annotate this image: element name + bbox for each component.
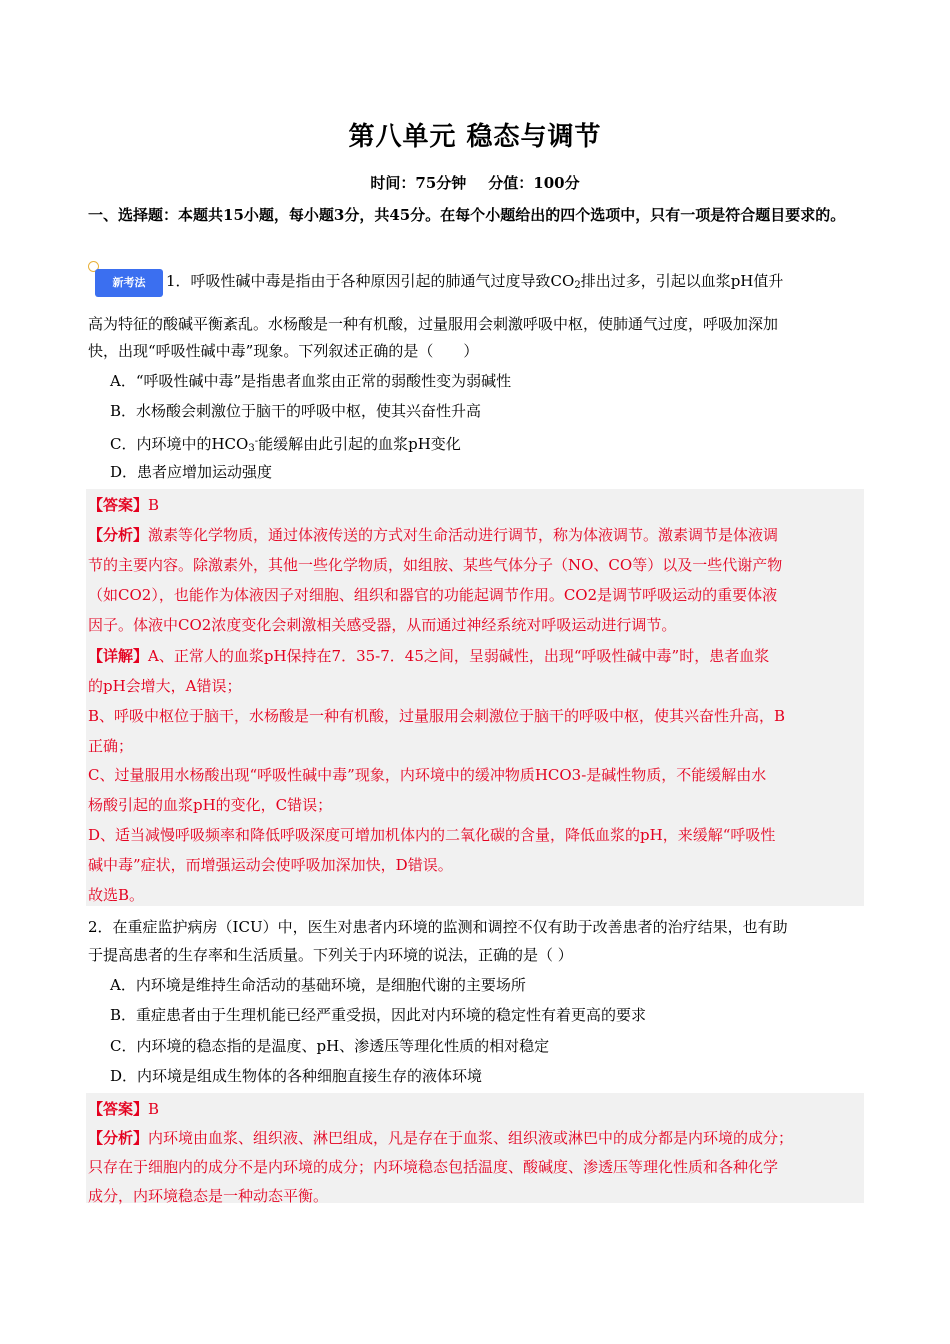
q2-analysis-line-3: 成分，内环境稳态是一种动态平衡。 <box>88 1187 329 1205</box>
q1-detail-line-6: 杨酸引起的血浆pH的变化，C错误； <box>88 796 333 814</box>
new-method-badge: 新考法 <box>95 269 163 297</box>
q1-detail-line-3: B、呼吸中枢位于脑干，水杨酸是一种有机酸，过量服用会刺激位于脑干的呼吸中枢，使其兴奋性升高，B <box>88 707 786 725</box>
q2-option-b: B．重症患者由于生理机能已经严重受损，因此对内环境的稳定性有着更高的要求 <box>110 1006 647 1024</box>
q1-detail-line-1: 【详解】A、正常人的血浆pH保持在7．35-7．45之间，呈弱碱性，出现“呼吸性碱中毒”时，患者血浆 <box>88 647 770 665</box>
q1-detail-line-8: 碱中毒”症状，而增强运动会使呼吸加深加快，D错误。 <box>88 856 453 874</box>
q1-analysis-line-3: （如CO2），也能作为体液因子对细胞、组织和器官的功能起调节作用。CO2是调节呼吸运动的重要体液 <box>88 586 778 604</box>
q1-option-b: B．水杨酸会刺激位于脑干的呼吸中枢，使其兴奋性升高 <box>110 402 482 420</box>
q2-option-a: A．内环境是维持生命活动的基础环境，是细胞代谢的主要场所 <box>110 976 526 994</box>
q2-stem-line-1: 2．在重症监护病房（ICU）中，医生对患者内环境的监测和调控不仅有助于改善患者的治疗结果，也有助 <box>88 918 788 936</box>
q2-analysis-line-2: 只存在于细胞内的成分不是内环境的成分；内环境稳态包括温度、酸碱度、渗透压等理化性质和各种化学 <box>88 1158 779 1176</box>
q2-option-c: C．内环境的稳态指的是温度、pH、渗透压等理化性质的相对稳定 <box>110 1037 550 1055</box>
q1-option-c: C．内环境中的$HCO_3^-$能缓解由此引起的血浆pH变化 <box>110 435 461 454</box>
q1-detail-line-7: D、适当减慢呼吸频率和降低呼吸深度可增加机体内的二氧化碳的含量，降低血浆的pH，来缓解“呼吸性 <box>88 826 776 844</box>
q1-detail-line-2: 的pH会增大，A错误； <box>88 677 242 695</box>
q1-analysis-line-2: 节的主要内容。除激素外，其他一些化学物质，如组胺、某些气体分子（NO、CO等）以及一些代谢产物 <box>88 556 783 574</box>
q2-answer: 【答案】B <box>88 1100 160 1118</box>
q1-option-a: A．“呼吸性碱中毒”是指患者血浆由正常的弱酸性变为弱碱性 <box>110 372 512 390</box>
q2-stem-line-2: 于提高患者的生存率和生活质量。下列关于内环境的说法，正确的是（ ） <box>88 946 573 964</box>
q1-analysis-line-4: 因子。体液中CO2浓度变化会刺激相关感受器，从而通过神经系统对呼吸运动进行调节。 <box>88 616 677 634</box>
q1-option-d: D．患者应增加运动强度 <box>110 463 273 481</box>
section-heading: 一、选择题：本题共15小题，每小题3分，共45分。在每个小题给出的四个选项中，只有一项是符合题目要求的。 <box>88 206 846 224</box>
q1-detail-line-5: C、过量服用水杨酸出现“呼吸性碱中毒”现象，内环境中的缓冲物质HCO3-是碱性物质，不能缓解由水 <box>88 766 767 784</box>
exam-meta <box>0 172 950 193</box>
q1-stem-line-1: 1．呼吸性碱中毒是指由于各种原因引起的肺通气过度导致$CO_2$排出过多，引起以血浆pH值升 <box>166 272 784 291</box>
q1-detail-line-4: 正确； <box>88 737 134 755</box>
q1-conclusion: 故选B。 <box>88 886 145 904</box>
q2-analysis-line-1: 【分析】内环境由血浆、组织液、淋巴组成，凡是存在于血浆、组织液或淋巴中的成分都是内环境的成分； <box>88 1129 794 1147</box>
q1-answer: 【答案】B <box>88 496 160 514</box>
page-title: 第八单元 稳态与调节 <box>348 122 602 152</box>
q1-stem-line-2: 高为特征的酸碱平衡紊乱。水杨酸是一种有机酸，过量服用会刺激呼吸中枢，使肺通气过度，呼吸加深加 <box>88 315 779 333</box>
exam-score: 分值：100分 <box>488 174 580 192</box>
exam-time: 时间：75分钟 <box>370 174 467 192</box>
q2-option-d: D．内环境是组成生物体的各种细胞直接生存的液体环境 <box>110 1067 483 1085</box>
q1-analysis-line-1: 【分析】激素等化学物质，通过体液传送的方式对生命活动进行调节，称为体液调节。激素调节是体液调 <box>88 526 779 544</box>
q1-stem-line-3: 快，出现“呼吸性碱中毒”现象。下列叙述正确的是（ ） <box>88 342 479 360</box>
